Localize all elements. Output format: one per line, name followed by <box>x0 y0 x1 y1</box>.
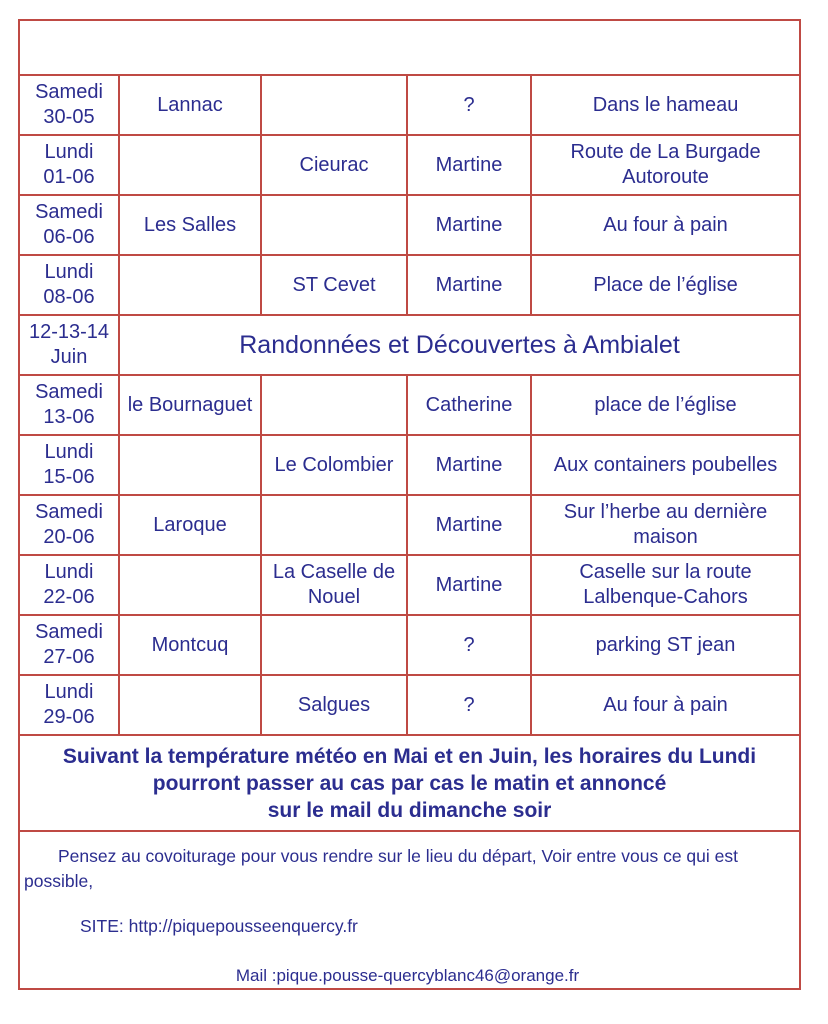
samedi-place-cell <box>119 675 261 735</box>
samedi-place-cell <box>119 135 261 195</box>
day-label: Samedi <box>35 501 103 523</box>
lundi-place-cell: ST Cevet <box>261 255 407 315</box>
date-cell <box>19 555 119 615</box>
table-row <box>19 135 800 195</box>
date-cell <box>19 255 119 315</box>
day-label: Samedi <box>35 621 103 643</box>
date-cell <box>19 195 119 255</box>
date-label: 08-06 <box>43 286 95 308</box>
date-cell <box>19 315 119 375</box>
organizer-cell: Martine <box>407 195 531 255</box>
lundi-place-cell: Salgues <box>261 675 407 735</box>
announcement-title: Randonnées et Découvertes à Ambialet <box>119 315 800 375</box>
day-label: Lundi <box>44 441 94 463</box>
date-label: 30-05 <box>43 106 95 128</box>
table-row-announcement <box>19 315 800 375</box>
date-cell <box>19 75 119 135</box>
date-cell <box>19 435 119 495</box>
table-row <box>19 615 800 675</box>
lundi-place-cell: Cieurac <box>261 135 407 195</box>
empty-header-cell <box>19 20 800 75</box>
table-row-empty-header <box>19 20 800 75</box>
date-label: 01-06 <box>43 166 95 188</box>
date-label: 29-06 <box>43 706 95 728</box>
date-label: Juin <box>50 346 88 368</box>
date-cell <box>19 495 119 555</box>
meeting-point-cell: Place de l’église <box>531 255 800 315</box>
meeting-point-cell: place de l’église <box>531 375 800 435</box>
carpool-note: Pensez au covoiturage pour vous rendre sur le lieu du départ, Voir entre vous ce qui est <box>58 846 738 866</box>
lundi-place-cell <box>261 195 407 255</box>
organizer-cell: ? <box>407 75 531 135</box>
meeting-point-cell: Caselle sur la route Lalbenque-Cahors <box>531 555 800 615</box>
meeting-point-cell: Dans le hameau <box>531 75 800 135</box>
schedule-table <box>18 19 801 990</box>
table-row <box>19 75 800 135</box>
samedi-place-cell <box>119 555 261 615</box>
table-row <box>19 555 800 615</box>
weather-note-line: pourront passer au cas par cas le matin et annoncé <box>152 771 667 795</box>
date-cell <box>19 375 119 435</box>
day-label: Lundi <box>44 261 94 283</box>
date-cell <box>19 675 119 735</box>
lundi-place-cell <box>261 375 407 435</box>
day-label: Lundi <box>44 681 94 703</box>
table-row <box>19 675 800 735</box>
organizer-cell: Martine <box>407 135 531 195</box>
date-cell <box>19 615 119 675</box>
organizer-cell: ? <box>407 675 531 735</box>
weather-note-line: sur le mail du dimanche soir <box>267 798 552 822</box>
day-label: 12-13-14 <box>28 321 110 343</box>
samedi-place-cell: Lannac <box>119 75 261 135</box>
meeting-point-cell: Route de La Burgade Autoroute <box>531 135 800 195</box>
table-row <box>19 195 800 255</box>
samedi-place-cell: Les Salles <box>119 195 261 255</box>
organizer-cell: Martine <box>407 495 531 555</box>
samedi-place-cell: Montcuq <box>119 615 261 675</box>
samedi-place-cell <box>119 435 261 495</box>
site-url: SITE: http://piquepousseenquercy.fr <box>80 916 358 936</box>
samedi-place-cell: Laroque <box>119 495 261 555</box>
meeting-point-cell: Au four à pain <box>531 195 800 255</box>
lundi-place-cell: La Caselle de Nouel <box>261 555 407 615</box>
carpool-note-continued: possible, <box>24 871 94 891</box>
table-row <box>19 255 800 315</box>
weather-note-line: Suivant la température météo en Mai et en Juin, les horaires du Lundi <box>62 744 757 768</box>
organizer-cell: Catherine <box>407 375 531 435</box>
contact-cell <box>19 831 800 989</box>
day-label: Lundi <box>44 141 94 163</box>
organizer-cell: Martine <box>407 555 531 615</box>
table-row <box>19 495 800 555</box>
day-label: Samedi <box>35 381 103 403</box>
organizer-cell: Martine <box>407 255 531 315</box>
lundi-place-cell <box>261 615 407 675</box>
lundi-place-cell <box>261 75 407 135</box>
mail-address: Mail :pique.pousse-quercyblanc46@orange.fr <box>235 966 580 985</box>
table-row <box>19 375 800 435</box>
samedi-place-cell: le Bournaguet <box>119 375 261 435</box>
organizer-cell: Martine <box>407 435 531 495</box>
table-row <box>19 435 800 495</box>
date-label: 22-06 <box>43 586 95 608</box>
meeting-point-cell: Sur l’herbe au dernière maison <box>531 495 800 555</box>
samedi-place-cell <box>119 255 261 315</box>
table-row-contact <box>19 831 800 989</box>
lundi-place-cell <box>261 495 407 555</box>
date-label: 27-06 <box>43 646 95 668</box>
organizer-cell: ? <box>407 615 531 675</box>
date-label: 06-06 <box>43 226 95 248</box>
meeting-point-cell: parking ST jean <box>531 615 800 675</box>
day-label: Lundi <box>44 561 94 583</box>
weather-note-cell <box>19 735 800 831</box>
day-label: Samedi <box>35 201 103 223</box>
meeting-point-cell: Au four à pain <box>531 675 800 735</box>
date-label: 13-06 <box>43 406 95 428</box>
date-label: 20-06 <box>43 526 95 548</box>
table-row-weather-note <box>19 735 800 831</box>
date-label: 15-06 <box>43 466 95 488</box>
lundi-place-cell: Le Colombier <box>261 435 407 495</box>
day-label: Samedi <box>35 81 103 103</box>
date-cell <box>19 135 119 195</box>
meeting-point-cell: Aux containers poubelles <box>531 435 800 495</box>
